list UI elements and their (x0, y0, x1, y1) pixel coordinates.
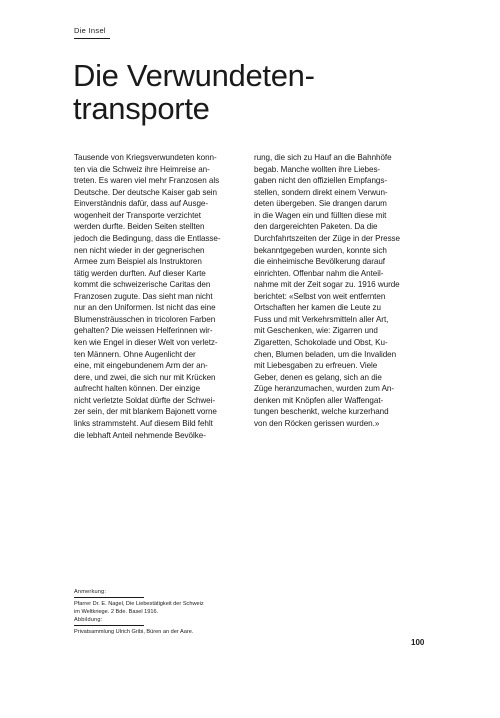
footnotes (74, 588, 426, 636)
text-line: einrichten. Offenbar nahm die Anteil- (254, 268, 384, 278)
text-line: die einheimische Bevölkerung darauf (254, 257, 385, 267)
text-line: Geber, denen es gelang, sich an die (254, 372, 382, 382)
text-line: dere, und zwei, die sich nur mit Krücken (74, 372, 216, 382)
text-line: Armee zum Beispiel als Instruktoren (74, 257, 202, 267)
running-head: Die Insel (74, 26, 106, 35)
text-line: deten übergeben. Sie drangen darum (254, 199, 387, 209)
text-line: werden durfte. Beiden Seiten stellten (74, 222, 205, 232)
text-line: Einverständnis dafür, dass auf Ausge- (74, 199, 209, 209)
text-line: jedoch die Bedingung, dass die Entlasse- (74, 233, 221, 243)
text-line: nen nicht wieder in der gegnerischen (74, 245, 205, 255)
article-title (73, 59, 433, 125)
text-line: Zigaretten, Schokolade und Obst, Ku- (254, 338, 388, 347)
text-line: Blumensträusschen in tricoloren Farben (74, 314, 216, 324)
text-line: Franzosen zugute. Das sieht man nicht (74, 291, 213, 301)
body-column-right (254, 152, 429, 430)
image-credit-text: Privatsammlung Ulrich Gribi, Büren an der Aare. (74, 629, 194, 635)
text-line: ten via die Schweiz ihre Heimreise an- (74, 164, 210, 174)
text-line: den dargereichten Paketen. Da die (254, 222, 378, 232)
text-line: Deutsche. Der deutsche Kaiser gab sein (74, 187, 217, 197)
text-line: Tausende von Kriegsverwundeten konn- (74, 153, 217, 162)
text-line: chen, Blumen beladen, um die Invaliden (254, 349, 397, 359)
text-line: nicht verletzte Soldat dürfte der Schwei- (74, 395, 216, 405)
text-line: bekanntgegeben wurden, konnte sich (254, 245, 387, 255)
text-line: ten Männern. Ohne Augenlicht der (74, 349, 196, 359)
text-line: ken wie Engel in dieser Welt von verletz- (74, 338, 218, 347)
annotation-text: Pfarrer Dr. E. Nagel, Die Liebestätigkeit der Schweiz (74, 601, 204, 607)
text-line: aufrecht halten können. Der einzige (74, 384, 201, 394)
body-column-left (74, 152, 249, 441)
text-line: links strammsteht. Auf diesem Bild fehlt (74, 418, 213, 428)
text-line: eine, mit eingebundenem Arm der an- (74, 361, 208, 371)
text-line: die lebhaft Anteil nehmende Bevölke- (74, 430, 206, 440)
image-credit-label: Abbildung: (74, 617, 103, 623)
text-line: berichtet: «Selbst von weit entfernten (254, 291, 386, 301)
text-line: kommt die schweizerische Caritas den (74, 280, 211, 290)
text-line: tätig werden durften. Auf dieser Karte (74, 268, 206, 278)
text-line: tungen beschenkt, welche kurzerhand (254, 407, 389, 417)
text-line: Ortschaften her kamen die Leute zu (254, 303, 381, 313)
text-line: rung, die sich zu Hauf an die Bahnhöfe (254, 153, 392, 162)
text-line: stellen, sondern direkt einem Verwun- (254, 187, 388, 197)
text-line: wogenheit der Transporte verzichtet (74, 210, 201, 220)
text-line: begab. Manche wollten ihre Liebes- (254, 164, 381, 174)
title-line: Die Verwundeten- (73, 58, 315, 93)
text-line: gaben nicht den offiziellen Empfangs- (254, 176, 387, 186)
text-line: denken mit Knöpfen aller Waffengat- (254, 395, 384, 405)
annotation-rule (74, 597, 144, 598)
text-line: nahme mit der Zeit sogar zu. 1916 wurde (254, 280, 400, 290)
text-line: nur an den Uniformen. Ist nicht das eine (74, 303, 216, 313)
title-line: transporte (73, 91, 210, 126)
text-line: Durchfahrtszeiten der Züge in der Presse (254, 233, 401, 243)
annotation-label: Anmerkung: (74, 589, 107, 595)
text-line: Fuss und mit Verkehrsmitteln aller Art, (254, 314, 389, 324)
running-head-rule (74, 38, 110, 39)
text-line: treten. Es waren viel mehr Franzosen als (74, 176, 220, 186)
text-line: mit Geschenken, wie: Zigarren und (254, 326, 378, 336)
image-credit-rule (74, 625, 144, 626)
text-line: gehalten? Die weissen Helferinnen wir- (74, 326, 213, 336)
text-line: zer sein, der mit blankem Bajonett vorne (74, 407, 217, 417)
text-line: in die Wagen ein und füllten diese mit (254, 210, 387, 220)
text-line: mit Liebesgaben zu erfreuen. Viele (254, 361, 378, 371)
page-number: 100 (411, 638, 425, 647)
text-line: von den Röcken gerissen wurden.» (254, 418, 380, 428)
annotation-text: im Weltkriege. 2 Bde. Basel 1916. (74, 609, 159, 615)
text-line: Züge heranzumachen, wurden zum An- (254, 384, 395, 394)
